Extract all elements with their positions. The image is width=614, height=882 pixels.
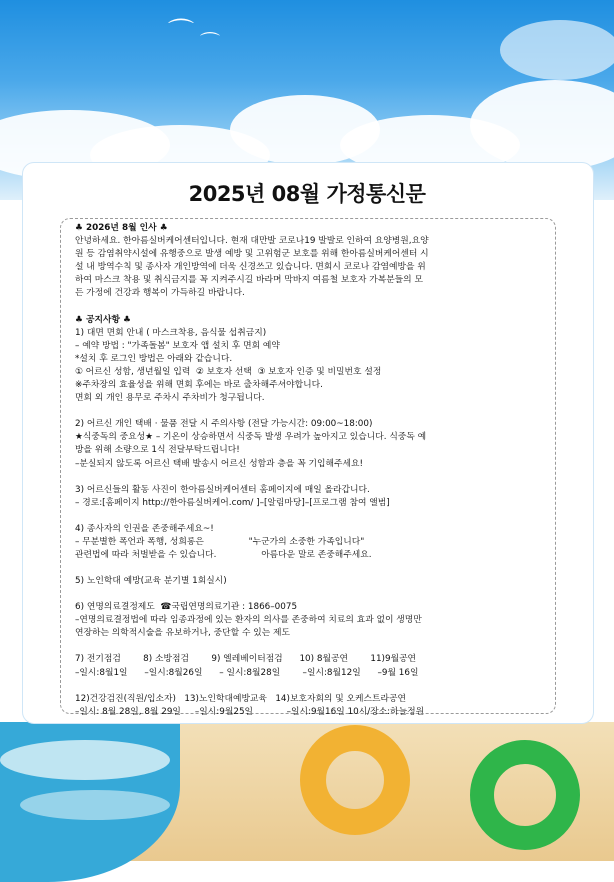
newsletter-body <box>75 222 545 719</box>
text-line: 면회 외 개인 용무로 주차시 주차비가 청구됩니다. <box>75 393 265 404</box>
text-line: ① 어르신 성함, 생년월일 입력 ② 보호자 선택 ③ 보호자 인증 및 비밀번호 설정 <box>75 366 382 377</box>
text-line: 안녕하세요. 한아름실버케어센터입니다. 현재 대만발 코로나19 발발로 인하여 요양병원,요양 <box>75 236 429 247</box>
swim-ring-orange <box>300 725 410 835</box>
text-line: 연장하는 의학적시술을 유보하거나, 중단할 수 있는 제도 <box>75 628 291 639</box>
text-line: – 예약 방법 : "가족돌봄" 보호자 앱 설치 후 면회 예약 <box>75 340 280 351</box>
text-line: –일시: 8월 28일, 8월 29일 –일시:9월25일 –일시:9월16일 10시/장소:하늘정원 <box>75 706 425 717</box>
text-line: 설 내 방역수칙 및 종사자 개인방역에 더욱 신경쓰고 있습니다. 면회시 코로나 감염예방을 위 <box>75 262 426 273</box>
text-line: 원 등 감염취약시설에 유행중으로 발생 예방 및 고위험군 보호를 위해 한아름실버케어센터 시 <box>75 249 429 260</box>
wave-decoration <box>0 740 170 780</box>
text-line: 6) 연명의료결정제도 ☎국립연명의료기관 : 1866–0075 <box>75 602 298 613</box>
text-line: 방을 위해 소량으로 1식 전달부탁드립니다! <box>75 445 240 456</box>
text-line: –일시:8월1일 –일시:8월26일 – 일시:8월28일 –일시:8월12일 –9월 16일 <box>75 667 419 678</box>
text-line: 3) 어르신들의 활동 사진이 한아름실버케어센터 홈페이지에 매일 올라갑니다. <box>75 484 370 495</box>
seagull-icon: ⌒ <box>200 30 220 54</box>
text-line: – 무분별한 폭언과 폭행, 성희롱은 "누군가의 소중한 가족입니다" <box>75 536 365 547</box>
text-line: 든 가정에 건강과 행복이 가득하길 바랍니다. <box>75 288 245 299</box>
text-line: 1) 대면 면회 안내 ( 마스크착용, 음식물 섭취금지) <box>75 327 267 338</box>
text-line: ♣ 공지사항 ♣ <box>75 314 131 325</box>
page-title: 2025년 08월 가정통신문 <box>188 182 426 206</box>
text-line: 12)건강검진(직원/입소자) 13)노인학대예방교육 14)보호자회의 및 오케스트라공연 <box>75 693 407 704</box>
cloud-decoration <box>500 20 614 80</box>
text-line: ★식중독의 중요성★ – 기온이 상승하면서 식중독 발생 우려가 높아지고 있습니다. 식중독 예 <box>75 432 427 443</box>
wave-decoration <box>20 790 170 820</box>
text-line: 하여 마스크 착용 및 취식금지를 꼭 지켜주시길 바라며 막바지 여름철 보호자 가복분들의 모 <box>75 275 423 286</box>
text-line: –분실되지 않도록 어르신 택배 발송시 어르신 성함과 층을 꼭 기입해주세요! <box>75 458 364 469</box>
text-line: ※주차장의 효율성을 위해 면회 후에는 바로 출차해주셔야합니다. <box>75 380 323 391</box>
text-line: – 경로:[홈페이지 http://한아름실버케어.com/ ]–[알림마당]–[프로그램 참여 앨범] <box>75 497 390 508</box>
swim-ring-green <box>470 740 580 850</box>
text-line: 7) 전기점검 8) 소방점검 9) 엘레베이터점검 10) 8월공연 11)9월공연 <box>75 654 417 665</box>
text-line: 5) 노인학대 예방(교육 분기별 1회실시) <box>75 576 227 587</box>
text-line: *설치 후 로그인 방법은 아래와 같습니다. <box>75 353 233 364</box>
text-line: ♣ 2026년 8월 인사 ♣ <box>75 223 168 233</box>
text-line: –연명의료결정법에 따라 임종과정에 있는 환자의 의사를 존중하여 치료의 효과 없이 생명만 <box>75 615 422 626</box>
text-line: 관련법에 따라 처벌받을 수 있습니다. 아름다운 말로 존중해주세요. <box>75 549 372 560</box>
text-line: 2) 어르신 개인 택배 · 물품 전달 시 주의사항 (전달 가능시간: 09:00~18:00) <box>75 419 373 430</box>
text-line: 4) 종사자의 인권을 존중해주세요~! <box>75 523 214 534</box>
seagull-icon: ⌒ <box>168 18 195 48</box>
